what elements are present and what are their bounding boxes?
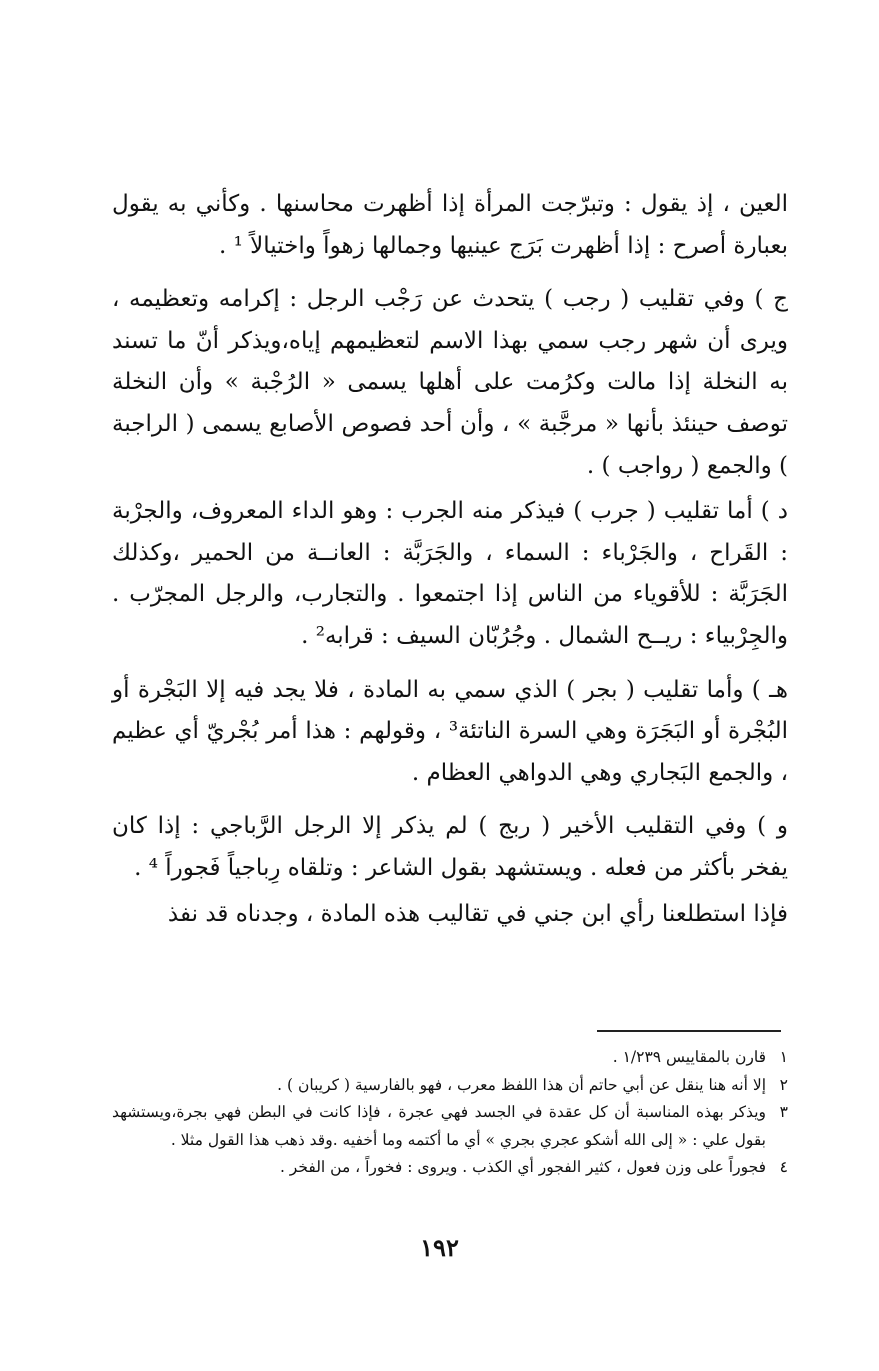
paragraph-intro: العين ، إذ يقول : وتبرّجت المرأة إذا أظهرت محاسنها . وكأني به يقول بعبارة أصرح : إذا أظهرت بَرَج عينيها وجمالها زهواً واختيالاً ¹ .	[112, 191, 788, 259]
paragraph-ha: هـ ) وأما تقليب ( بجر ) الذي سمي به المادة ، فلا يجد فيه إلا البَجْرة أو البُجْرة أو البَجَرَة وهي السرة الناتئة³ ، وقولهم : هذا أمر بُجْريّ أي عظيم ، والجمع البَجاري وهي الدواهي العظام .	[112, 676, 788, 786]
paragraph-dal: د ) أما تقليب ( جرب ) فيذكر منه الجرب : وهو الداء المعروف، والجرْبة : القَراح ، والجَرْباء : السماء ، والجَرَبَّة : العانــة من الحمير ،وكذلك الجَرَبَّة : للأقوياء من الناس إذا اجتمعوا . والتجارب، والرجل المجرّب . والجِرْبياء : ريــح الشمال . وجُرُبّان السيف : قرابه² .	[112, 498, 788, 649]
footnote-1	[112, 1044, 788, 1072]
footnote-text: إلا أنه هنا ينقل عن أبي حاتم أن هذا اللفظ معرب ، فهو بالفارسية ( كريبان ) .	[277, 1075, 766, 1094]
footnote-4	[112, 1154, 788, 1182]
footnotes	[112, 1044, 788, 1182]
page-number: ١٩٢	[420, 1233, 459, 1262]
footnote-text: ويذكر بهذه المناسبة أن كل عقدة في الجسد فهي عجرة ، فإذا كانت في البطن فهي بجرة،ويستشهد بقول علي : « إلى الله أشكو عجري بجري » أي ما أكتمه وما أخفيه .وقد ذهب هذا القول مثلا .	[112, 1103, 766, 1149]
paragraph-waw: و ) وفي التقليب الأخير ( ربج ) لم يذكر إلا الرجل الرَّباجي : إذا كان يفخر بأكثر من فعله . ويستشهد بقول الشاعر : وتلقاه رِباجياً فَجوراً ⁴ .	[112, 813, 788, 881]
footnote-number: ١	[779, 1048, 788, 1066]
paragraph-closing: فإذا استطلعنا رأي ابن جني في تقاليب هذه المادة ، وجدناه قد نفذ	[167, 900, 788, 927]
footnote-2	[112, 1072, 788, 1100]
footnote-text: قارن بالمقاييس ١/٢٣٩ .	[612, 1048, 766, 1066]
paragraph-jim: ج ) وفي تقليب ( رجب ) يتحدث عن رَجْب الرجل : إكرامه وتعظيمه ، ويرى أن شهر رجب سمي بهذا الاسم لتعظيمهم إياه،ويذكر أنّ ما تسند به النخلة إذا مالت وكرُمت على أهلها يسمى « الرُجْبة » وأن النخلة توصف حينئذ بأنها « مرجَّبة » ، وأن أحد فصوص الأصابع يسمى ( الراجبة ) والجمع ( رواجب ) .	[112, 286, 788, 479]
footnote-3	[112, 1099, 788, 1154]
footnote-separator	[597, 1030, 781, 1032]
footnote-number: ٢	[779, 1075, 788, 1094]
main-text	[112, 184, 788, 935]
footnote-number: ٣	[779, 1103, 788, 1121]
footnote-text: فجوراً على وزن فعول ، كثير الفجور أي الكذب . ويروى : فخوراً ، من الفخر .	[279, 1158, 766, 1176]
footnote-number: ٤	[779, 1158, 788, 1176]
